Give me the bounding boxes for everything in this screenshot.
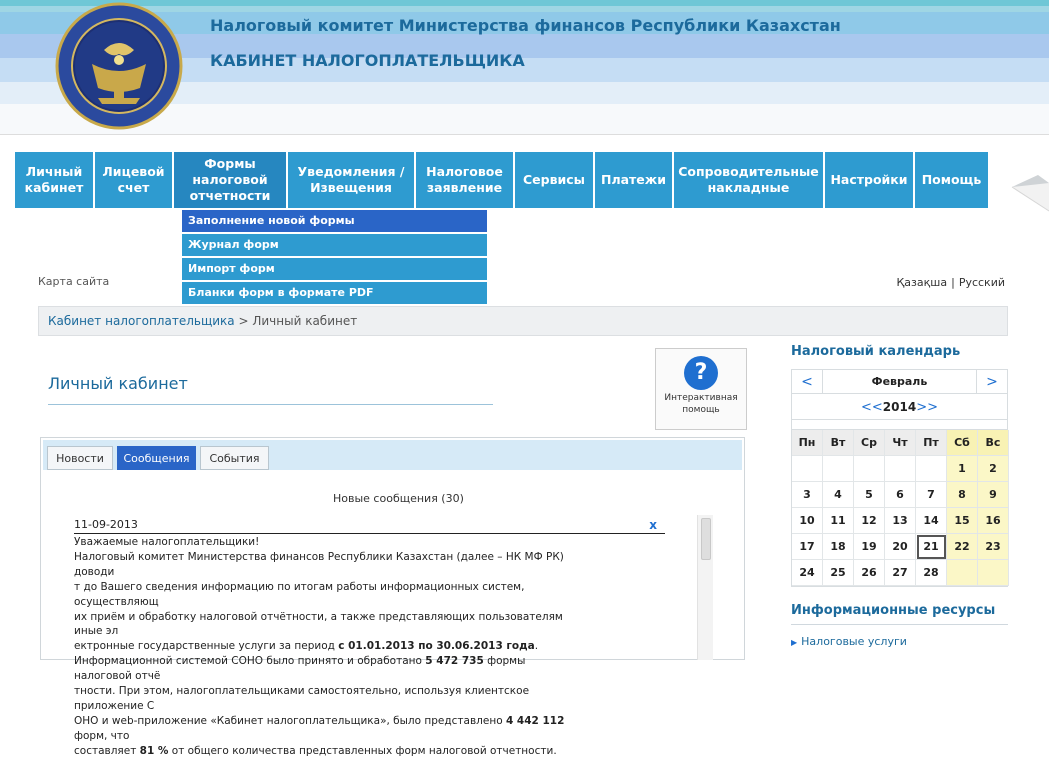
breadcrumb-root-link[interactable]: Кабинет налогоплательщика	[48, 314, 235, 328]
nav-item-payments[interactable]: Платежи	[595, 152, 672, 208]
calendar-spacer	[792, 420, 1007, 430]
tab-bar	[43, 440, 742, 470]
header-divider	[0, 134, 1049, 135]
calendar-grid	[792, 430, 1007, 586]
help-label-line1: Интерактивная	[664, 393, 738, 403]
calendar-day[interactable]: 17	[792, 534, 823, 560]
tax-forms-dropdown	[182, 210, 487, 306]
sitemap-link[interactable]: Карта сайта	[38, 275, 110, 288]
calendar-month: Февраль	[822, 370, 977, 393]
calendar-day[interactable]: 25	[823, 560, 854, 586]
message-line: ОНО и web-приложение «Кабинет налогоплательщика», было представлено 4 442 112 форм, что	[74, 714, 565, 742]
calendar-empty-cell	[916, 456, 947, 482]
message-body	[74, 535, 584, 759]
calendar-weekday-header: Пт	[916, 430, 947, 456]
calendar-day[interactable]: 18	[823, 534, 854, 560]
calendar-day[interactable]: 28	[916, 560, 947, 586]
calendar-empty-cell	[854, 456, 885, 482]
calendar-day[interactable]: 10	[792, 508, 823, 534]
nav-item-waybills[interactable]: Сопроводительные накладные	[674, 152, 823, 208]
message-header	[74, 518, 665, 534]
main-nav	[15, 152, 990, 208]
tax-service-emblem	[52, 2, 186, 130]
tab-events[interactable]: События	[200, 446, 269, 470]
header-subtitle: КАБИНЕТ НАЛОГОПЛАТЕЛЬЩИКА	[210, 51, 525, 70]
lang-kz-link[interactable]: Қазақша	[896, 276, 948, 289]
page-title: Личный кабинет	[48, 374, 188, 393]
calendar-weekday-header: Сб	[947, 430, 978, 456]
message-close-button[interactable]: x	[649, 518, 657, 532]
calendar-empty-cell	[792, 456, 823, 482]
resource-link-label: Налоговые услуги	[801, 635, 907, 648]
calendar-day[interactable]: 1	[947, 456, 978, 482]
calendar-day[interactable]: 3	[792, 482, 823, 508]
message-line: их приём и обработку налоговой отчётности, а также представляющих пользователям иные эл	[74, 610, 563, 638]
message-scrollbar[interactable]	[697, 515, 713, 660]
tab-messages[interactable]: Сообщения	[117, 446, 196, 470]
calendar-day[interactable]: 26	[854, 560, 885, 586]
calendar-day[interactable]: 21	[916, 534, 947, 560]
menu-item-pdf-blanks[interactable]: Бланки форм в формате PDF	[182, 282, 487, 304]
calendar-day[interactable]: 27	[885, 560, 916, 586]
calendar-day[interactable]: 4	[823, 482, 854, 508]
calendar-day[interactable]: 7	[916, 482, 947, 508]
nav-item-settings[interactable]: Настройки	[825, 152, 913, 208]
calendar-day[interactable]: 15	[947, 508, 978, 534]
nav-item-notifications[interactable]: Уведомления / Извещения	[288, 152, 414, 208]
menu-item-new-form[interactable]: Заполнение новой формы	[182, 210, 487, 232]
calendar-day[interactable]: 14	[916, 508, 947, 534]
nav-item-help[interactable]: Помощь	[915, 152, 988, 208]
lang-separator: |	[951, 276, 955, 289]
next-month-button[interactable]: >	[986, 374, 998, 390]
nav-item-tax-forms[interactable]: Формы налоговой отчетности	[174, 152, 286, 208]
info-resources-divider	[791, 624, 1008, 625]
menu-item-import-forms[interactable]: Импорт форм	[182, 258, 487, 280]
breadcrumb-separator: >	[234, 314, 253, 328]
message-line: т до Вашего сведения информацию по итогам работы информационных систем, осуществляющ	[74, 580, 525, 608]
tab-news[interactable]: Новости	[47, 446, 113, 470]
nav-item-tax-statement[interactable]: Налоговое заявление	[416, 152, 513, 208]
message-greeting: Уважаемые налогоплательщики!	[74, 536, 260, 548]
calendar-weekday-header: Пн	[792, 430, 823, 456]
nav-item-personal-cabinet[interactable]: Личный кабинет	[15, 152, 93, 208]
page-curl-corner	[1012, 175, 1049, 211]
calendar-year: 2014	[882, 400, 917, 414]
message-line: составляет 81 % от общего количества представленных форм налоговой отчетности.	[74, 744, 557, 757]
calendar-day[interactable]: 13	[885, 508, 916, 534]
calendar-day[interactable]: 8	[947, 482, 978, 508]
calendar-empty-cell	[823, 456, 854, 482]
header-title: Налоговый комитет Министерства финансов Республики Казахстан	[210, 16, 841, 35]
info-resources-title: Информационные ресурсы	[791, 603, 996, 618]
triangle-right-icon: ▶	[791, 638, 798, 647]
prev-month-button[interactable]: <	[801, 374, 813, 390]
title-underline	[48, 404, 493, 405]
scrollbar-thumb[interactable]	[701, 518, 711, 560]
calendar-day[interactable]: 5	[854, 482, 885, 508]
message-line: ектронные государственные услуги за период с 01.01.2013 по 30.06.2013 года.	[74, 640, 539, 653]
calendar-weekday-header: Вт	[823, 430, 854, 456]
lang-ru-link[interactable]: Русский	[958, 276, 1005, 289]
nav-item-services[interactable]: Сервисы	[515, 152, 593, 208]
calendar-weekday-header: Чт	[885, 430, 916, 456]
next-year-button[interactable]: >>	[916, 400, 938, 415]
calendar-weekday-header: Ср	[854, 430, 885, 456]
calendar-day[interactable]: 20	[885, 534, 916, 560]
calendar-day[interactable]: 6	[885, 482, 916, 508]
calendar-day[interactable]: 12	[854, 508, 885, 534]
calendar-empty-cell	[978, 560, 1009, 586]
calendar-day[interactable]: 22	[947, 534, 978, 560]
calendar-empty-cell	[885, 456, 916, 482]
message-line: Информационной системой СОНО было принято и обработано 5 472 735 формы налоговой отчё	[74, 655, 526, 683]
language-switcher	[897, 276, 1006, 289]
message-line: Налоговый комитет Министерства финансов Республики Казахстан (далее – НК МФ РК) доводи	[74, 550, 564, 578]
calendar-day[interactable]: 11	[823, 508, 854, 534]
calendar-weekday-header: Вс	[978, 430, 1009, 456]
calendar-day[interactable]: 16	[978, 508, 1009, 534]
tax-calendar	[791, 369, 1008, 587]
breadcrumb-current: Личный кабинет	[252, 314, 358, 328]
calendar-day[interactable]: 9	[978, 482, 1009, 508]
calendar-day[interactable]: 19	[854, 534, 885, 560]
help-label-line2: помощь	[682, 405, 720, 415]
tax-calendar-title: Налоговый календарь	[791, 344, 961, 359]
calendar-day[interactable]: 2	[978, 456, 1009, 482]
message-date: 11-09-2013	[74, 518, 138, 531]
help-question-icon: ?	[684, 356, 718, 390]
new-messages-count: Новые сообщения (30)	[333, 492, 464, 505]
menu-item-forms-journal[interactable]: Журнал форм	[182, 234, 487, 256]
calendar-day[interactable]: 23	[978, 534, 1009, 560]
message-line: тности. При этом, налогоплательщиками самостоятельно, используя клиентское приложение С	[74, 685, 530, 712]
calendar-empty-cell	[947, 560, 978, 586]
calendar-month-bar	[792, 370, 1007, 394]
prev-year-button[interactable]: <<	[861, 400, 883, 415]
nav-item-personal-account[interactable]: Лицевой счет	[95, 152, 172, 208]
calendar-year-bar	[792, 394, 1007, 420]
interactive-help-button[interactable]	[655, 348, 747, 430]
breadcrumb	[38, 306, 1008, 336]
resource-link-tax-services[interactable]	[791, 635, 907, 648]
calendar-day[interactable]: 24	[792, 560, 823, 586]
